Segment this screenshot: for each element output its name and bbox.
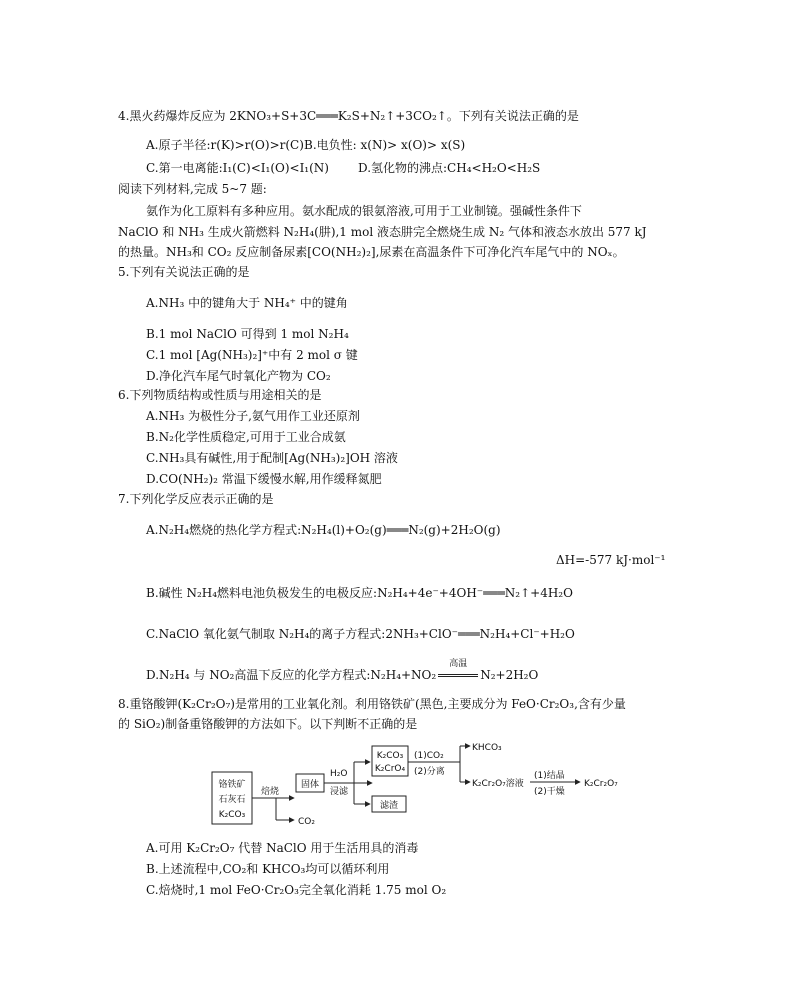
- residue-label: 滤渣: [379, 801, 399, 811]
- q6-option-a: A.NH₃ 为极性分子,氨气用作工业还原剂: [146, 409, 360, 423]
- reading-paragraph-line-3: 的热量。NH₃和 CO₂ 反应制备尿素[CO(NH₂)₂],尿素在高温条件下可净化汽车尾气中的 NOₓ。: [118, 245, 625, 259]
- leach-label: 浸滤: [330, 787, 349, 797]
- raw-material-chromite: 铬铁矿: [218, 780, 246, 790]
- dichromate-solution-label: K₂Cr₂O₇溶液: [472, 779, 524, 789]
- q6-option-c: C.NH₃具有碱性,用于配制[Ag(NH₃)₂]OH 溶液: [146, 451, 398, 465]
- q7-option-a-enthalpy: ΔH=-577 kJ·mol⁻¹: [556, 553, 666, 567]
- q4-option-b: B.电负性: x(N)> x(O)> x(S): [304, 138, 466, 152]
- solution-k2cro4: K₂CrO₄: [374, 764, 406, 774]
- q8-stem-line-1: 8.重铬酸钾(K₂Cr₂O₇)是常用的工业氧化剂。利用铬铁矿(黑色,主要成分为 FeO·Cr₂O₃,含有少量: [118, 697, 626, 711]
- q7-option-b: B.碱性 N₂H₄燃料电池负极发生的电极反应:N₂H₄+4e⁻+4OH⁻═══N₂↑+4H₂O: [146, 586, 573, 600]
- step-co2-label: (1)CO₂: [414, 751, 444, 761]
- reaction-condition: 高温: [449, 659, 468, 669]
- solid-label: 固体: [300, 780, 320, 790]
- q7-stem: 7.下列化学反应表示正确的是: [118, 492, 274, 506]
- khco3-label: KHCO₃: [472, 743, 502, 753]
- q8-option-b: B.上述流程中,CO₂和 KHCO₃均可以循环利用: [146, 862, 390, 876]
- q5-option-a: A.NH₃ 中的键角大于 NH₄⁺ 中的键角: [146, 296, 348, 310]
- q7-option-a: A.N₂H₄燃烧的热化学方程式:N₂H₄(l)+O₂(g)═══N₂(g)+2H₂O(g): [146, 523, 501, 537]
- step-separate-label: (2)分离: [414, 767, 445, 777]
- roast-label: 焙烧: [260, 787, 280, 797]
- q8-option-a: A.可用 K₂Cr₂O₇ 代替 NaClO 用于生活用具的消毒: [146, 841, 419, 855]
- dry-label: (2)干燥: [534, 787, 565, 797]
- reading-intro: 阅读下列材料,完成 5~7 题:: [118, 182, 267, 196]
- reaction-arrow-high-temp: [436, 659, 480, 683]
- q4-option-c: C.第一电离能:I₁(C)<I₁(O)<I₁(N): [146, 161, 329, 175]
- water-label: H₂O: [330, 769, 348, 779]
- raw-material-k2co3: K₂CO₃: [218, 810, 246, 820]
- q6-option-d: D.CO(NH₂)₂ 常温下缓慢水解,用作缓释氮肥: [146, 472, 382, 486]
- q4-stem: 4.黑火药爆炸反应为 2KNO₃+S+3C═══K₂S+N₂↑+3CO₂↑。下列有关说法正确的是: [118, 109, 579, 123]
- q7-option-d-products: N₂+2H₂O: [480, 668, 539, 682]
- q5-stem: 5.下列有关说法正确的是: [118, 265, 250, 279]
- reading-paragraph-line-2: NaClO 和 NH₃ 生成火箭燃料 N₂H₄(肼),1 mol 液态肼完全燃烧生成 N₂ 气体和液态水放出 577 kJ: [118, 225, 647, 239]
- co2-output-label: CO₂: [298, 817, 315, 827]
- q4-option-a: A.原子半径:r(K)>r(O)>r(C): [146, 138, 304, 152]
- q6-option-b: B.N₂化学性质稳定,可用于工业合成氨: [146, 430, 346, 444]
- q4-option-d: D.氢化物的沸点:CH₄<H₂O<H₂S: [358, 161, 541, 175]
- q6-stem: 6.下列物质结构或性质与用途相关的是: [118, 388, 322, 402]
- q7-option-c: C.NaClO 氧化氨气制取 N₂H₄的离子方程式:2NH₃+ClO⁻═══N₂H₄+Cl⁻+H₂O: [146, 627, 575, 641]
- solution-k2co3: K₂CO₃: [376, 751, 404, 761]
- q5-option-b: B.1 mol NaClO 可得到 1 mol N₂H₄: [146, 327, 349, 341]
- q7-option-d-reactants: D.N₂H₄ 与 NO₂高温下反应的化学方程式:N₂H₄+NO₂: [146, 668, 437, 682]
- q8-stem-line-2: 的 SiO₂)制备重铬酸钾的方法如下。以下判断不正确的是: [118, 717, 418, 731]
- q5-option-c: C.1 mol [Ag(NH₃)₂]⁺中有 2 mol σ 键: [146, 348, 358, 362]
- raw-material-limestone: 石灰石: [218, 795, 246, 805]
- crystallize-label: (1)结晶: [534, 771, 565, 781]
- reading-paragraph-line-1: 氨作为化工原料有多种应用。氨水配成的银氨溶液,可用于工业制镜。强碱性条件下: [146, 204, 582, 218]
- product-label: K₂Cr₂O₇: [584, 779, 618, 789]
- q5-option-d: D.净化汽车尾气时氧化产物为 CO₂: [146, 369, 331, 383]
- q7-option-d: [146, 659, 539, 683]
- q8-option-c: C.焙烧时,1 mol FeO·Cr₂O₃完全氧化消耗 1.75 mol O₂: [146, 883, 447, 897]
- process-flow-diagram: [208, 742, 648, 834]
